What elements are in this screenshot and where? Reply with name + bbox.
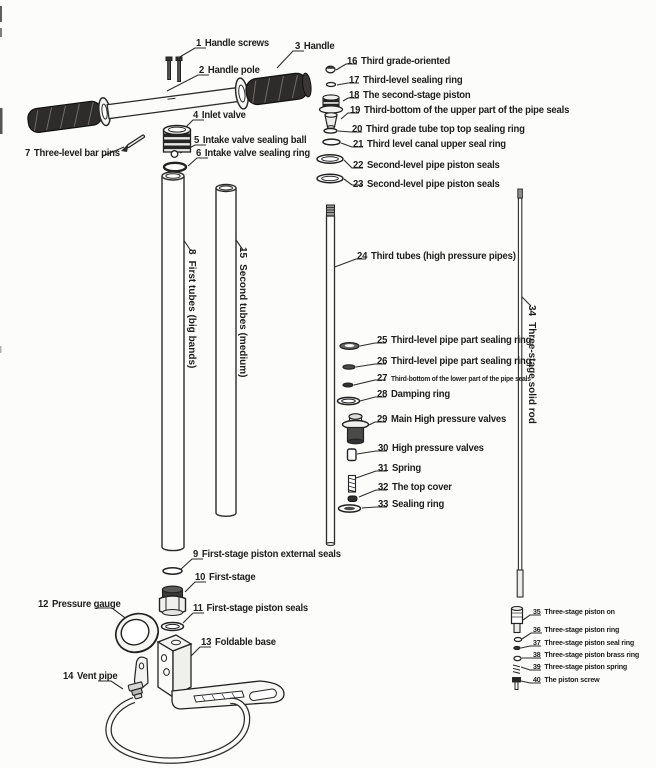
part-label-35 xyxy=(533,608,615,616)
part-label-24 xyxy=(357,252,516,262)
part-name: First-stage xyxy=(208,572,256,583)
part-label-20 xyxy=(352,125,525,135)
part-number: 8 xyxy=(186,249,197,255)
part-label-10 xyxy=(195,573,255,583)
first-stage-piston-drawing xyxy=(160,586,186,615)
handle-grip-left xyxy=(27,100,103,133)
part-name: Vent pipe xyxy=(76,671,118,682)
part-number: 33 xyxy=(378,499,389,510)
part-label-30 xyxy=(378,444,484,454)
part-number: 21 xyxy=(353,139,364,150)
part-number: 2 xyxy=(199,65,205,76)
part-name: Main High pressure valves xyxy=(390,414,507,425)
part-number: 36 xyxy=(533,625,541,634)
small-parts-25-33 xyxy=(338,343,369,512)
part-name: Third-bottom of the lower part of the pipe seals xyxy=(390,376,531,383)
part-label-39 xyxy=(533,663,627,671)
part-name: Third grade-oriented xyxy=(360,56,451,67)
part-label-3 xyxy=(295,42,334,52)
part-label-18 xyxy=(349,91,471,101)
part-label-34 xyxy=(526,305,536,424)
part-label-16 xyxy=(347,57,450,67)
part-number: 23 xyxy=(353,179,364,190)
part-name: The piston screw xyxy=(544,675,600,684)
part-label-6 xyxy=(196,149,310,159)
piston-screw-drawing xyxy=(513,678,521,690)
part-name: First tubes (big bands) xyxy=(186,260,197,369)
inlet-valve-drawing xyxy=(164,126,191,153)
part-name: Second-level pipe piston seals xyxy=(366,179,500,190)
part-name: Foldable base xyxy=(214,637,276,648)
part-number: 27 xyxy=(377,373,388,384)
part-number: 28 xyxy=(377,389,388,400)
part-label-12 xyxy=(38,600,121,610)
part-name: Third-level pipe part sealing ring xyxy=(390,356,532,367)
part-number: 14 xyxy=(63,671,74,682)
part-label-40 xyxy=(533,676,600,684)
part-number: 4 xyxy=(193,110,199,121)
part-label-8 xyxy=(186,249,196,368)
part-name: Inlet valve xyxy=(201,110,246,121)
part-label-1 xyxy=(196,39,269,49)
part-name: Third-level sealing ring xyxy=(362,75,463,86)
part-number: 38 xyxy=(533,650,541,659)
second-tube-drawing xyxy=(216,185,236,517)
three-stage-solid-rod-drawing xyxy=(517,189,523,597)
part-number: 22 xyxy=(353,160,364,171)
part-name: Three-level bar pins xyxy=(33,148,120,159)
part-name: Third-level pipe part sealing ring xyxy=(390,335,532,346)
part-label-13 xyxy=(201,638,276,648)
third-tube-drawing xyxy=(327,205,335,546)
part-name: Three-stage piston brass ring xyxy=(544,650,640,659)
small-parts-35-40 xyxy=(512,607,523,690)
part-label-14 xyxy=(63,672,118,682)
part-number: 17 xyxy=(349,75,360,86)
pipe-seal-bottom-upper-drawing xyxy=(325,113,337,129)
part-label-37 xyxy=(533,639,634,647)
part-number: 35 xyxy=(533,607,541,616)
part-label-27 xyxy=(377,374,531,384)
part-label-11 xyxy=(193,604,308,614)
part-name: The top cover xyxy=(391,482,452,493)
part-name: Handle pole xyxy=(207,65,260,76)
first-stage-seal-drawing xyxy=(162,623,184,631)
part-name: The second-stage piston xyxy=(362,90,471,101)
part-label-28 xyxy=(377,390,450,400)
part-number: 12 xyxy=(38,599,49,610)
part-number: 20 xyxy=(352,124,363,135)
part-label-22 xyxy=(353,161,500,171)
part-name: Three-stage piston spring xyxy=(544,662,628,671)
part-name: Handle xyxy=(303,41,335,52)
part-name: Three-stage solid rod xyxy=(526,322,537,424)
part-label-2 xyxy=(199,66,260,76)
piston-spring-drawing xyxy=(513,665,520,673)
part-name: Third grade tube top top sealing ring xyxy=(365,124,525,135)
part-name: Damping ring xyxy=(390,389,450,400)
part-number: 31 xyxy=(378,463,389,474)
part-label-23 xyxy=(353,180,500,190)
part-number: 7 xyxy=(25,148,31,159)
part-number: 24 xyxy=(357,251,368,262)
part-number: 10 xyxy=(195,572,206,583)
part-label-9 xyxy=(193,550,341,560)
part-name: Sealing ring xyxy=(391,499,445,510)
part-number: 39 xyxy=(533,662,541,671)
part-label-26 xyxy=(377,357,531,367)
part-name: Intake valve sealing ball xyxy=(202,135,307,146)
handle-screws-drawing xyxy=(166,57,182,82)
part-number: 6 xyxy=(196,148,202,159)
part-number: 15 xyxy=(237,247,248,259)
part-label-5 xyxy=(194,136,306,146)
part-label-21 xyxy=(353,140,506,150)
part-name: Three-stage piston seal ring xyxy=(544,638,635,647)
part-name: Handle screws xyxy=(204,38,269,49)
first-tube-drawing xyxy=(162,172,184,551)
part-label-19 xyxy=(350,106,569,116)
scan-edge-artifacts xyxy=(0,6,3,353)
part-number: 1 xyxy=(196,38,202,49)
part-label-4 xyxy=(193,111,246,121)
part-number: 13 xyxy=(201,637,212,648)
part-name: Third level canal upper seal ring xyxy=(366,139,506,150)
part-name: First-stage piston external seals xyxy=(201,549,341,560)
part-name: First-stage piston seals xyxy=(206,603,309,614)
part-label-33 xyxy=(378,500,444,510)
part-name: Second tubes (medium) xyxy=(237,264,248,378)
part-number: 9 xyxy=(193,549,199,560)
part-number: 5 xyxy=(194,135,200,146)
part-label-17 xyxy=(349,76,462,86)
pressure-gauge-drawing xyxy=(110,607,164,658)
part-name: Intake valve sealing ring xyxy=(204,148,310,159)
part-label-7 xyxy=(25,149,120,159)
part-number: 34 xyxy=(526,305,537,317)
part-number: 19 xyxy=(350,105,361,116)
part-name: Spring xyxy=(391,463,421,474)
part-label-38 xyxy=(533,651,639,659)
part-name: Pressure gauge xyxy=(51,599,121,610)
first-stage-external-seal-drawing xyxy=(163,568,182,574)
part-label-29 xyxy=(377,415,506,425)
part-number: 11 xyxy=(193,603,203,614)
part-label-31 xyxy=(378,464,421,474)
part-number: 37 xyxy=(533,638,541,647)
part-number: 29 xyxy=(377,414,388,425)
part-name: Third tubes (high pressure pipes) xyxy=(370,251,516,262)
part-label-36 xyxy=(533,626,619,634)
part-label-25 xyxy=(377,336,531,346)
part-label-32 xyxy=(378,483,452,493)
part-number: 3 xyxy=(295,41,301,52)
part-number: 16 xyxy=(347,56,358,67)
part-number: 26 xyxy=(377,356,388,367)
part-name: High pressure valves xyxy=(391,443,484,454)
part-name: Third-bottom of the upper part of the pipe seals xyxy=(363,105,570,116)
part-name: Second-level pipe piston seals xyxy=(366,160,500,171)
part-number: 30 xyxy=(378,443,389,454)
small-parts-16-23 xyxy=(317,66,343,183)
main-high-pressure-valve-drawing xyxy=(343,414,369,444)
part-name: Three-stage piston ring xyxy=(544,625,620,634)
part-number: 32 xyxy=(378,482,389,493)
part-number: 40 xyxy=(533,675,541,684)
spring-drawing xyxy=(349,476,356,493)
bar-pin-drawing xyxy=(129,137,144,147)
part-number: 18 xyxy=(349,90,360,101)
part-name: Three-stage piston on xyxy=(544,607,615,616)
intake-valve-sealing-ring-drawing xyxy=(164,163,186,171)
intake-valve-sealing-ball-drawing xyxy=(171,151,178,158)
part-number: 25 xyxy=(377,335,388,346)
part-label-15 xyxy=(237,247,247,377)
second-stage-piston-drawing xyxy=(320,95,343,113)
